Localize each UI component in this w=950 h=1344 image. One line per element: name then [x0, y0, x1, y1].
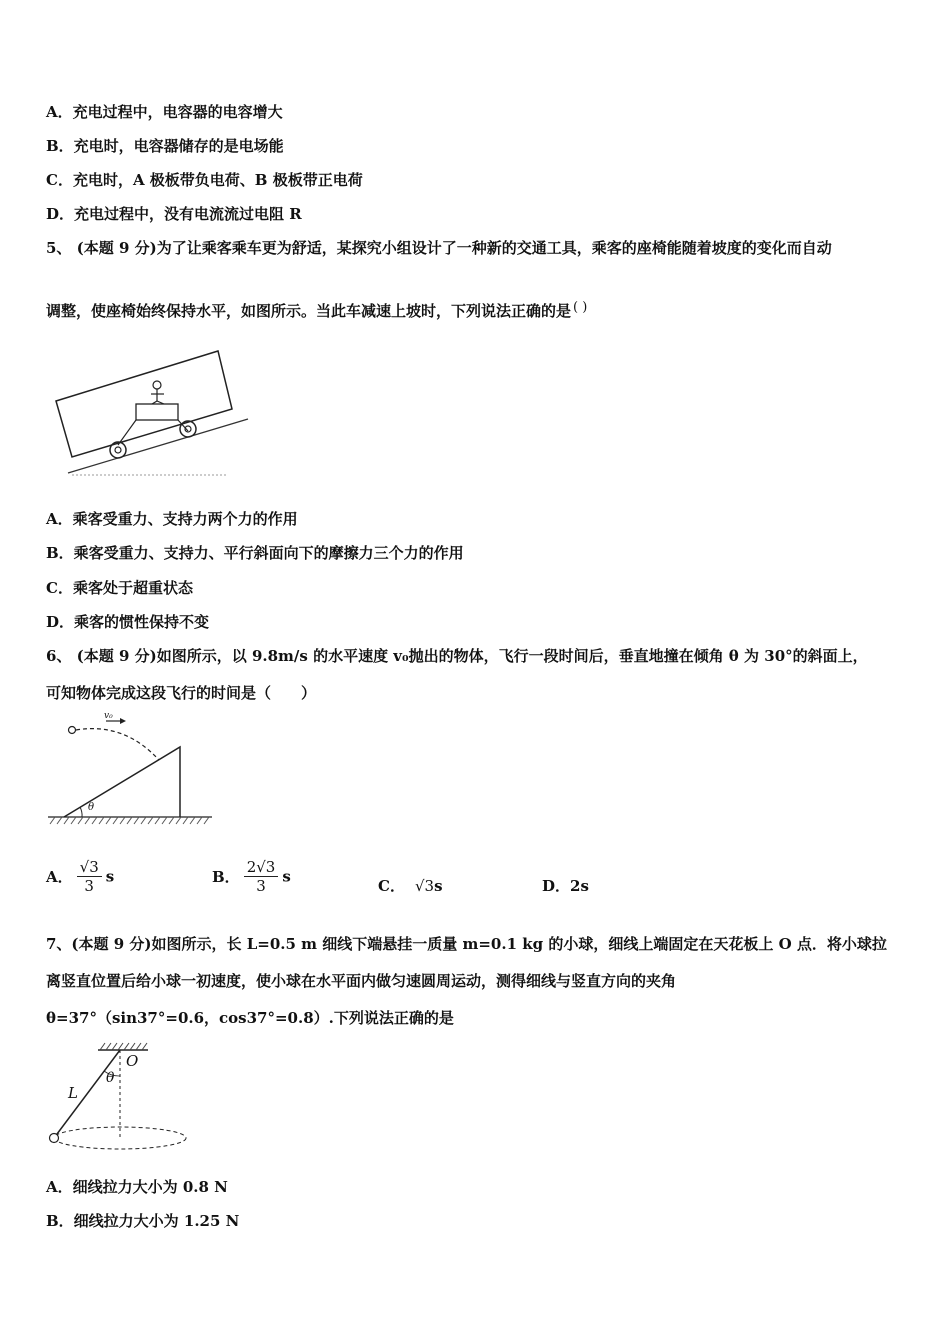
q6-option-b	[212, 858, 291, 895]
q5-stem-text: 调整，使座椅始终保持水平，如图所示。当此车减速上坡时，下列说法正确的是	[46, 302, 572, 320]
q7-figure-l-label: L	[68, 1084, 78, 1102]
q6-stem-line1: 6、 (本题 9 分)如图所示，以 9.8m/s 的水平速度 v₀抛出的物体，飞行一段时间后，垂直地撞在倾角 θ 为 30°的斜面上，	[46, 647, 868, 665]
q7-figure-o-label: O	[126, 1052, 139, 1070]
q6-option-a-label: A．	[46, 868, 73, 886]
q6-figure-projectile-incline	[44, 712, 219, 830]
q5-answer-bracket: ( )	[573, 300, 588, 315]
q7-figure-conical-pendulum	[44, 1040, 194, 1155]
q5-stem-line1: 5、 (本题 9 分)为了让乘客乘车更为舒适，某探究小组设计了一种新的交通工具，乘客的座椅能随着坡度的变化而自动	[46, 239, 832, 257]
q4-option-a: A．充电过程中，电容器的电容增大	[46, 103, 283, 121]
q5-option-d: D．乘客的惯性保持不变	[46, 613, 210, 631]
q5-option-c: C．乘客处于超重状态	[46, 579, 193, 597]
q7-option-a: A．细线拉力大小为 0.8 N	[46, 1178, 228, 1196]
q6-figure-angle-label: θ	[88, 802, 95, 813]
q7-stem-line1: 7、(本题 9 分)如图所示，长 L=0.5 m 细线下端悬挂一质量 m=0.1 kg 的小球，细线上端固定在天花板上 O 点．将小球拉	[46, 935, 887, 953]
q6-option-b-numerator: 2√3	[244, 858, 279, 877]
q6-option-b-label: B．	[212, 868, 240, 886]
q7-option-b: B．细线拉力大小为 1.25 N	[46, 1212, 240, 1230]
q5-stem-line2	[46, 301, 587, 323]
q7-stem-line2: 离竖直位置后给小球一初速度，使小球在水平面内做匀速圆周运动，测得细线与竖直方向的夹角	[46, 972, 677, 990]
q6-option-a-numerator: √3	[77, 858, 102, 877]
q6-option-c-unit: s	[434, 877, 443, 895]
q6-option-a-denominator: 3	[84, 877, 94, 895]
q5-option-a: A．乘客受重力、支持力两个力的作用	[46, 510, 298, 528]
q6-option-a	[46, 858, 114, 895]
q6-option-b-unit: s	[282, 867, 291, 886]
q6-option-c-label: C．	[378, 877, 405, 895]
q6-stem-line2: 可知物体完成这段飞行的时间是（ ）	[46, 684, 317, 702]
q6-figure-velocity-label: v₀	[104, 711, 113, 721]
q4-option-c: C．充电时，A 极板带负电荷、B 极板带正电荷	[46, 171, 363, 189]
q4-option-b: B．充电时，电容器储存的是电场能	[46, 137, 284, 155]
q7-figure-theta-label: θ	[106, 1070, 115, 1086]
q4-option-d: D．充电过程中，没有电流流过电阻 R	[46, 205, 302, 223]
q6-option-b-denominator: 3	[256, 877, 266, 895]
q6-option-a-unit: s	[105, 867, 115, 886]
q5-option-b: B．乘客受重力、支持力、平行斜面向下的摩擦力三个力的作用	[46, 544, 464, 562]
q6-option-c	[378, 875, 443, 896]
q7-stem-line3: θ=37°（sin37°=0.6，cos37°=0.8）.下列说法正确的是	[46, 1009, 454, 1027]
q6-option-c-value: √3	[414, 877, 435, 895]
q6-option-d: D．2s	[542, 877, 589, 895]
q5-figure-vehicle-on-slope	[52, 345, 252, 480]
